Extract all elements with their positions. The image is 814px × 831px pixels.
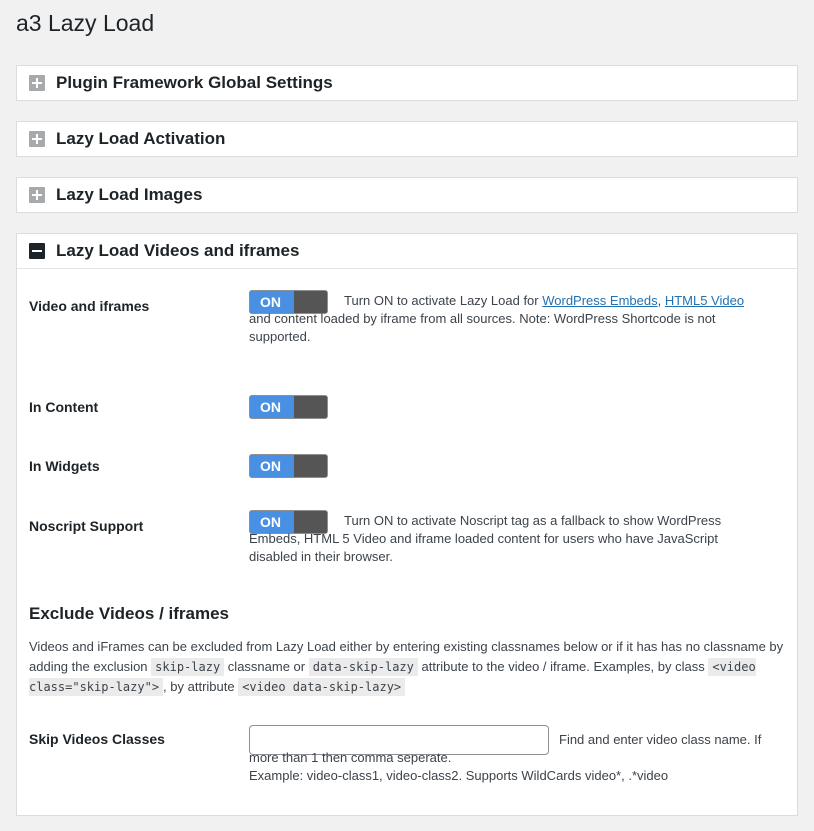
collapse-minus-icon[interactable] [29, 243, 45, 259]
skip-videos-help: Find and enter video class name. If more than 1 then comma seperate. Example: video-class1, video-class2. Supports WildCards video*, .*video [249, 732, 762, 783]
section-header[interactable] [17, 66, 797, 100]
exclude-description: Videos and iFrames can be excluded from Lazy Load either by entering existing classnames below or if it has has no classname by adding the exclusion skip-lazy classname or data-skip-lazy attribute to the video / iframe. Examples, by class <video class="skip-lazy"> , by attribute <video data-skip-lazy> [29, 639, 784, 694]
wordpress-embeds-link[interactable]: WordPress Embeds [542, 293, 658, 308]
section-plugin-framework[interactable] [16, 65, 798, 101]
in-widgets-label: In Widgets [29, 458, 100, 474]
expand-plus-icon[interactable] [29, 131, 45, 147]
expand-plus-icon[interactable] [29, 187, 45, 203]
section-title: Plugin Framework Global Settings [56, 73, 333, 92]
section-lazy-load-videos [16, 233, 798, 816]
exclude-heading: Exclude Videos / iframes [29, 604, 229, 623]
code-attribute-example: <video data-skip-lazy> [238, 678, 405, 696]
section-title: Lazy Load Activation [56, 129, 226, 148]
toggle-on-label: ON [250, 455, 294, 477]
toggle-knob [294, 455, 328, 477]
html5-video-link[interactable]: HTML5 Video [664, 293, 745, 308]
section-title: Lazy Load Images [56, 185, 203, 204]
section-body [17, 268, 797, 815]
skip-videos-classes-label: Skip Videos Classes [29, 731, 165, 747]
video-iframes-label: Video and iframes [29, 298, 150, 314]
video-iframes-description: Turn ON to activate Lazy Load for WordPress Embeds, HTML5 Video and content loaded by iframe from all sources. Note: WordPress Shortcode is not supported. [249, 293, 745, 344]
toggle-on-label: ON [250, 291, 294, 313]
section-header[interactable] [17, 122, 797, 156]
in-content-label: In Content [29, 399, 99, 415]
section-header[interactable] [17, 234, 797, 268]
code-class-example: <video class="skip-lazy"> [29, 660, 756, 694]
page-title: a3 Lazy Load [16, 10, 155, 36]
in-widgets-toggle[interactable] [249, 454, 328, 478]
section-title: Lazy Load Videos and iframes [56, 241, 300, 260]
toggle-on-label: ON [250, 511, 294, 533]
section-header[interactable] [17, 178, 797, 212]
section-lazy-load-images[interactable] [16, 177, 798, 213]
section-lazy-load-activation[interactable] [16, 121, 798, 157]
noscript-support-description: Turn ON to activate Noscript tag as a fallback to show WordPress Embeds, HTML 5 Video and iframe loaded content for users who have JavaScript disabled in their browser. [249, 513, 722, 564]
code-skip-lazy: skip-lazy [151, 658, 224, 676]
toggle-on-label: ON [250, 396, 294, 418]
noscript-support-label: Noscript Support [29, 518, 144, 534]
expand-plus-icon[interactable] [29, 75, 45, 91]
in-content-toggle[interactable] [249, 395, 328, 419]
code-data-skip-lazy: data-skip-lazy [309, 658, 418, 676]
toggle-knob [294, 396, 328, 418]
